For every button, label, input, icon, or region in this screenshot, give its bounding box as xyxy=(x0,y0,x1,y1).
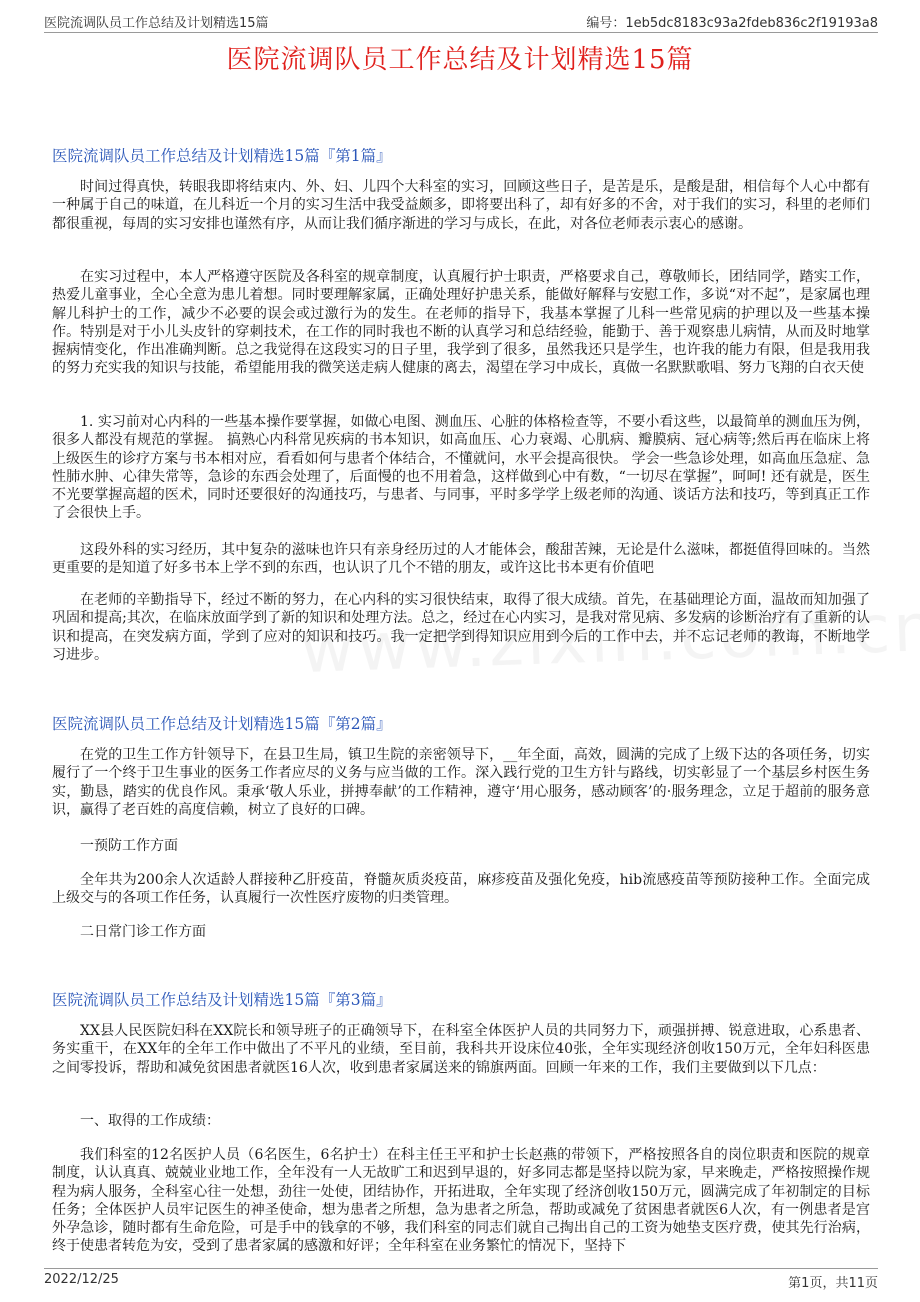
paragraph: 这段外科的实习经历，其中复杂的滋味也许只有亲身经历过的人才能体会，酸甜苦辣，无论是什么滋味，都挺值得回味的。当然更重要的是知道了好多书本上学不到的东西，也认识了几个不错的朋友，或许这比书本更有价值吧 xyxy=(52,542,870,577)
subheading: 一预防工作方面 xyxy=(80,838,178,854)
footer-page-number: 第1页，共11页 xyxy=(788,1276,878,1291)
page-footer xyxy=(44,1268,878,1289)
paragraph: 我们科室的12名医护人员（6名医生，6名护士）在科主任王平和护士长赵燕的带领下，严格按照各自的岗位职责和医院的规章制度，认认真真、兢兢业业地工作，全年没有一人无故旷工和迟到早退的，好多同志都是坚持以院为家，早来晚走，严格按照操作规程为病人服务，全科室心往一处想，劲往一处使，团结协作，开拓进取，全年实现了经济创收150万元，圆满完成了年初制定的目标任务；全体医护人员牢记医生的神圣使命，想为患者之所想，急为患者之所急，帮助或减免了贫困患者就医6人次，有一例患者是宫外孕急诊，随时都有生命危险，可是手中的钱拿的不够，我们科室的同志们就自己掏出自己的工资为她垫支医疗费，使其先行治病，终于使患者转危为安，受到了患者家属的感激和好评；全年科室在业务繁忙的情况下，坚持下 xyxy=(52,1147,870,1255)
section-heading-3: 医院流调队员工作总结及计划精选15篇『第3篇』 xyxy=(52,991,392,1009)
subheading: 二日常门诊工作方面 xyxy=(80,924,206,940)
page-header xyxy=(44,12,878,33)
paragraph: 在党的卫生工作方针领导下，在县卫生局，镇卫生院的亲密领导下，__年全面，高效，圆满的完成了上级下达的各项任务，切实履行了一个终于卫生事业的医务工作者应尽的义务与应当做的工作。深入践行党的卫生方针与路线，切实彰显了一个基层乡村医生务实，勤恳，踏实的优良作风。秉承‘敬人乐业，拼搏奉献’的工作精神，遵守‘用心服务，感动顾客’的·服务理念，立足于超前的服务意识，赢得了老百姓的高度信赖，树立了良好的口碑。 xyxy=(52,747,870,818)
paragraph: XX县人民医院妇科在XX院长和领导班子的正确领导下，在科室全体医护人员的共同努力下，顽强拼搏、锐意进取，心系患者、务实重干，在XX年的全年工作中做出了不平凡的业绩，至目前，我科共开设床位40张，全年实现经济创收150万元，全年妇科医患之间零投诉，帮助和减免贫困患者就医16人次，收到患者家属送来的锦旗两面。回顾一年来的工作，我们主要做到以下几点： xyxy=(52,1023,870,1076)
header-doc-title: 医院流调队员工作总结及计划精选15篇 xyxy=(44,16,269,31)
header-doc-number: 编号：1eb5dc8183c93a2fdeb836c2f19193a8 xyxy=(586,16,878,31)
section-heading-1: 医院流调队员工作总结及计划精选15篇『第1篇』 xyxy=(52,147,392,165)
subheading: 一、取得的工作成绩： xyxy=(80,1113,220,1129)
paragraph: 全年共为200余人次适龄人群接种乙肝疫苗，脊髓灰质炎疫苗，麻疹疫苗及强化免疫，hib流感疫苗等预防接种工作。全面完成上级交与的各项工作任务，认真履行一次性医疗废物的归类管理。 xyxy=(52,872,870,907)
paragraph: 时间过得真快，转眼我即将结束内、外、妇、儿四个大科室的实习，回顾这些日子，是苦是乐，是酸是甜，相信每个人心中都有一种属于自己的味道，在儿科近一个月的实习生活中我受益颇多，即将要出科了，却有好多的不舍，对于我们的实习，科里的老师们都很重视，每周的实习安排也谨然有序，从而让我们循序渐进的学习与成长，在此，对各位老师表示衷心的感谢。 xyxy=(52,179,870,232)
footer-date: 2022/12/25 xyxy=(44,1272,119,1287)
paragraph: 在实习过程中，本人严格遵守医院及各科室的规章制度，认真履行护士职责，严格要求自己，尊敬师长，团结同学，踏实工作，热爱儿童事业，全心全意为患儿着想。同时要理解家属，正确处理好护患关系，能做好解释与安慰工作，多说“对不起”，是家属也理解儿科护士的工作，减少不必要的误会或过激行为的发生。在老师的指导下，我基本掌握了儿科一些常见病的护理以及一些基本操作。特别是对于小儿头皮针的穿刺技术，在工作的同时我也不断的认真学习和总结经验，能勤于、善于观察患儿病情，从而及时地掌握病情变化，作出准确判断。总之我觉得在这段实习的日子里，我学到了很多，虽然我还只是学生，也许我的能力有限，但是我用我的努力充实我的知识与技能，希望能用我的微笑送走病人健康的离去，渴望在学习中成长，真做一名默默歌唱、努力飞翔的白衣天使 xyxy=(52,269,870,377)
document-title: 医院流调队员工作总结及计划精选15篇 xyxy=(226,45,694,75)
paragraph: 1. 实习前对心内科的一些基本操作要掌握，如做心电图、测血压、心脏的体格检查等，不要小看这些，以最简单的测血压为例，很多人都没有规范的掌握。 搞熟心内科常见疾病的书本知识，如高血压、心力衰竭、心肌病、瓣膜病、冠心病等;然后再在临床上将上级医生的诊疗方案与书本相对应，看看如何与患者个体结合，不懂就问，水平会提高很快。 学会一些急诊处理，如高血压急症、急性肺水肿、心律失常等，急诊的东西会处理了，后面慢的也不用着急，这样做到心中有数，“一切尽在掌握”，呵呵! 还有就是，医生不光要掌握高超的医术，同时还要很好的沟通技巧，与患者、与同事，平时多学学上级老师的沟通、谈话方法和技巧，等到真正工作了会很快上手。 xyxy=(52,414,870,522)
paragraph: 在老师的辛勤指导下，经过不断的努力，在心内科的实习很快结束，取得了很大成绩。首先，在基础理论方面，温故而知加强了巩固和提高;其次，在临床放面学到了新的知识和处理方法。总之，经过在心内实习，是我对常见病、多发病的诊断治疗有了重新的认识和提高，在突发病方面，学到了应对的知识和技巧。我一定把学到得知识应用到今后的工作中去，并不忘记老师的教诲，不断地学习进步。 xyxy=(52,592,870,663)
section-heading-2: 医院流调队员工作总结及计划精选15篇『第2篇』 xyxy=(52,715,392,733)
